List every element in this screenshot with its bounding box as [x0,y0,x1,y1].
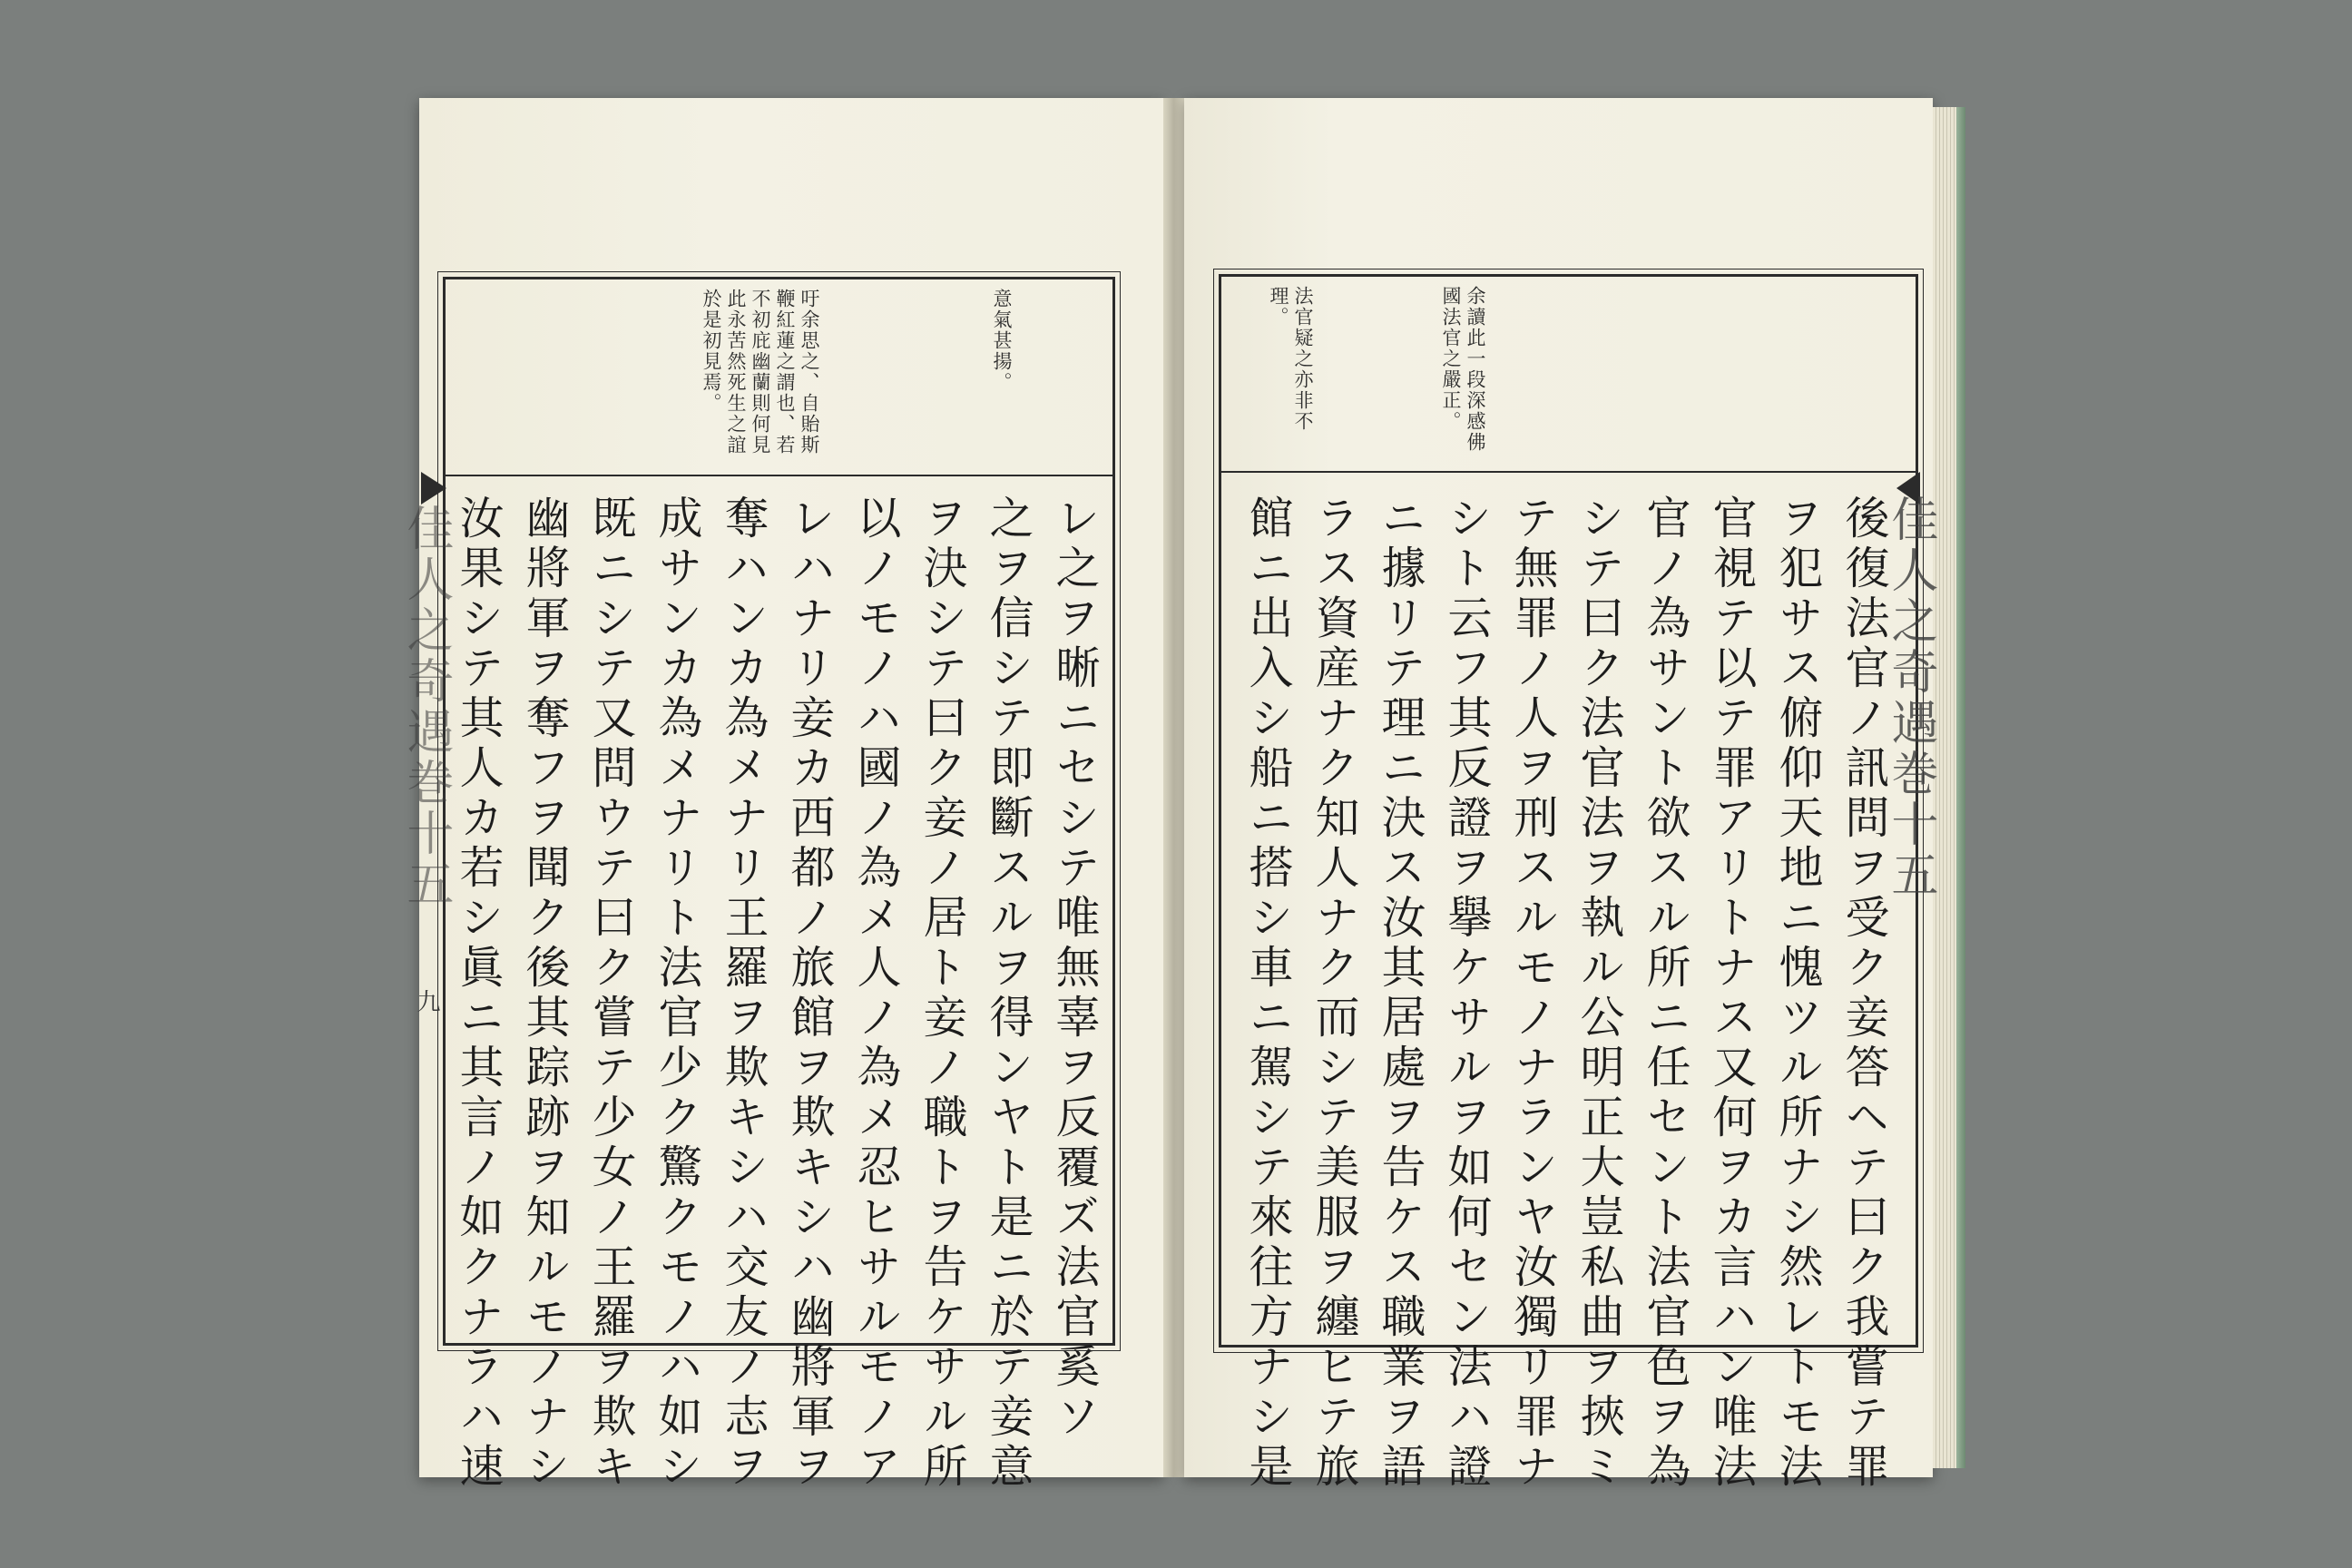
right-column-4: 官ノ為サント欲スル所ニ任セント法官色ヲ為 [1640,495,1691,1493]
right-column-7: シト云フ其反證ヲ擧ケサルヲ如何セン法ハ證 [1441,495,1493,1493]
left-column-2: 之ヲ信シテ即斷スルヲ得ンヤト是ニ於テ妾意 [983,495,1034,1493]
left-folio: 九 [413,989,440,1013]
left-fishtail-marker [421,472,446,505]
left-column-4: 以ノモノハ國ノ為メ人ノ為メ忍ヒサルモノア [850,495,902,1493]
left-column-9: 幽將軍ヲ奪フヲ聞ク後其踪跡ヲ知ルモノナシ [519,495,571,1493]
book-spine [1163,98,1184,1477]
left-header-rule [443,475,1115,476]
right-column-6: テ無罪ノ人ヲ刑スルモノナランヤ汝獨リ罪ナ [1507,495,1559,1493]
right-note-2: 法官疑之亦非不理。 [1268,286,1314,432]
left-note-2: 吁余思之、自貽斯鞭紅蓮之謂也、若不初庇幽蘭則何見此永苦然死生之誼於是初見焉。 [701,289,820,456]
left-column-3: ヲ決シテ曰ク妾ノ居ト妾ノ職トヲ告ケサル所 [916,495,968,1493]
left-margin-title: 佳人之奇遇巻十五 [398,504,453,910]
right-column-10: 館ニ出入シ船ニ搭シ車ニ駕シテ來往方ナシ是 [1242,495,1294,1493]
left-column-8: 既ニシテ又問ウテ曰ク嘗テ少女ノ王羅ヲ欺キ [585,495,637,1493]
left-column-7: 成サンカ為メナリト法官少ク驚クモノハ如シ [652,495,703,1493]
right-column-8: ニ據リテ理ニ決ス汝其居處ヲ告ケス職業ヲ語 [1375,495,1426,1493]
cover-edge [1956,107,1965,1468]
right-column-3: 官視テ以テ罪アリトナス又何ヲカ言ハン唯法 [1706,495,1758,1493]
right-column-2: ヲ犯サス俯仰天地ニ愧ツル所ナシ然レトモ法 [1772,495,1824,1493]
left-column-1: レ之ヲ晰ニセシテ唯無辜ヲ反覆ズ法官奚ソ [1049,495,1101,1443]
right-header-rule [1219,471,1918,473]
right-column-1: 後復法官ノ訊問ヲ受ク妾答ヘテ曰ク我嘗テ罪 [1838,495,1890,1493]
left-column-5: レハナリ妾カ西都ノ旅館ヲ欺キシハ幽將軍ヲ [784,495,836,1493]
left-column-10: 汝果シテ其人カ若シ眞ニ其言ノ如クナラハ速 [453,495,505,1493]
right-column-5: シテ曰ク法官法ヲ執ル公明正大豈私曲ヲ挾ミ [1573,495,1625,1493]
left-note-1: 意氣甚揚。 [991,289,1013,393]
left-column-6: 奪ハンカ為メナリ王羅ヲ欺キシハ交友ノ志ヲ [718,495,769,1493]
right-margin-title: 佳人之奇遇巻十五 [1883,495,1937,901]
right-column-9: ラス資産ナク知人ナク而シテ美服ヲ纏ヒテ旅 [1308,495,1360,1493]
right-note-1: 余讀此一段深感佛國法官之嚴正。 [1440,286,1486,453]
